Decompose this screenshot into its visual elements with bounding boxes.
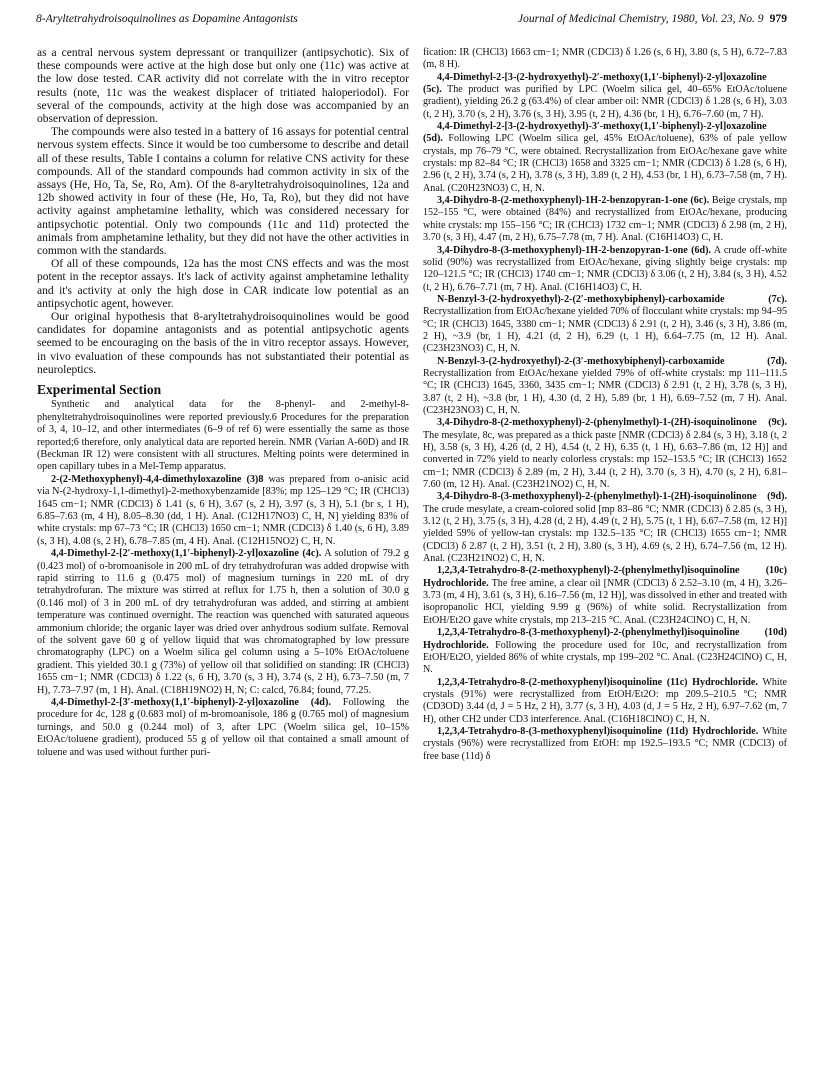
procedure-11c bbox=[423, 677, 787, 726]
procedure-6d bbox=[423, 245, 787, 294]
procedure-10c bbox=[423, 565, 787, 627]
procedure-5d bbox=[423, 121, 787, 195]
page-number: 979 bbox=[769, 12, 787, 25]
procedure-text: The crude mesylate, a cream-colored solid [mp 83–86 °C; NMR (CDCl3) δ 2.85 (s, 3 H), 3.12 (t, 2 H), 3.75 (s, 3 H), 4.28 (d, 2 H), 4.49 (t, 2 H), 5.75 (t, 1 H), 6.67–7.58 (m, 12 H)] yielded 59% of yellow-tan crystals: mp 132.5–135 °C; IR (CHCl3) 1655 cm−1; NMR (CDCl3) δ 2.87 (t, 2 H), 3.51 (t, 2 H), 3.80 (s, 3 H), 4.69 (s, 2 H), 6.74–7.56 (m, 12 H). Anal. (C23H21NO2) C, H, N. bbox=[423, 503, 787, 565]
experimental-intro: Synthetic and analytical data for the 8-phenyl- and 2-methyl-8-phenyltetrahydroisoquinolines were reported previously.6 Procedures for the preparation of 3, 4, 10–12, and other intermediates (6–9 of ref 6) were essentially the same as those reported;6 therefore, only analytical data are reported herein. NMR (Varian A-60D) and IR (Beckman IR 12) were consistent with all structures. Melting points were determined in open capillary tubes in a Mel-Temp apparatus. bbox=[37, 399, 409, 473]
procedure-text: Following the procedure for 4c, 128 g (0.683 mol) of m-bromoanisole, 186 g (0.765 mol) of magnesium turnings, and 50.0 g (0.244 mol) of 3, after LPC (Woelm silica gel, 10–15% EtOAc/toluene gradient), produced 55 g of yellow oil that contained a small amount of toluene and was used without further puri- bbox=[37, 697, 409, 758]
compound-title: 4,4-Dimethyl-2-[3-(2-hydroxyethyl)-3′-methoxy(1,1′-biphenyl)-2-yl]oxazoline (5d). bbox=[423, 121, 767, 145]
procedure-10d bbox=[423, 627, 787, 676]
compound-title: 1,2,3,4-Tetrahydro-8-(3-methoxyphenyl)isoquinoline (11d) Hydrochloride. bbox=[437, 725, 759, 737]
procedure-7c bbox=[423, 294, 787, 356]
right-column bbox=[423, 47, 787, 763]
procedure-text: Beige crystals, mp 152–155 °C, were obtained (84%) and recrystallized from EtOAc/hexane, producing white crystals: mp 155–156 °C; IR (CHCl3) 1732 cm−1; NMR (CDCl3) δ 2.98 (m, 2 H), 3.70 (s, 3 H), 4.47 (m, 2 H), 6.75–7.78 (m, 7 H). Anal. (C16H14O3) C, H. bbox=[423, 195, 787, 244]
left-column bbox=[37, 47, 409, 759]
section-heading-experimental: Experimental Section bbox=[37, 382, 162, 398]
compound-title: N-Benzyl-3-(2-hydroxyethyl)-2-(3′-methoxybiphenyl)-carboxamide (7d). bbox=[437, 355, 787, 367]
compound-title: 1,2,3,4-Tetrahydro-8-(2-methoxyphenyl)isoquinoline (11c) Hydrochloride. bbox=[437, 676, 758, 688]
compound-title: 4,4-Dimethyl-2-[3-(2-hydroxyethyl)-2′-methoxy(1,1′-biphenyl)-2-yl]oxazoline (5c). bbox=[423, 71, 767, 96]
procedure-text: White crystals (91%) were recrystallized from EtOH/Et2O: mp 209.5–210.5 °C; NMR (CD3OD) 3.44 (d, J = 5 Hz, 2 H), 3.77 (s, 3 H), 4.03 (d, J = 5 Hz, 2 H), 6.97–7.62 (m, 7 H), other CH2 under CD3 interference. Anal. (C16H18ClNO) C, H, N. bbox=[423, 676, 787, 725]
journal-name: Journal of Medicinal Chemistry, 1980, Vol. 23, No. 9 bbox=[517, 12, 764, 25]
compound-title: 1,2,3,4-Tetrahydro-8-(3-methoxyphenyl)-2-(phenylmethyl)isoquinoline (10d) Hydrochloride. bbox=[423, 627, 787, 651]
procedure-text: The mesylate, 8c, was prepared as a thick paste [NMR (CDCl3) δ 2.84 (s, 3 H), 3.18 (t, 2 H), 3.58 (s, 3 H), 4.26 (d, 2 H), 4.54 (t, 2 H), 6.35 (t, 1 H), 6.63–7.86 (m, 12 H)] and converted in 72% yield to nearly colorless crystals: mp 152–153.5 °C; IR (CHCl3) 1652 cm−1; NMR (CDCl3) δ 2.89 (m, 2 H), 3.44 (t, 2 H), 3.70 (s, 3 H), 4.70 (s, 2 H), 6.81–7.60 (m, 12 H). Anal. (C23H21NO2) C, H, N. bbox=[423, 429, 787, 491]
compound-title: 3,4-Dihydro-8-(2-methoxyphenyl)-1H-2-benzopyran-1-one (6c). bbox=[437, 195, 710, 207]
procedure-9d bbox=[423, 491, 787, 565]
paragraph-cns-1: as a central nervous system depressant or tranquilizer (antipsychotic). Six of these compounds were active at the high dose but only one (11c) was active at the low dose tested. CAR activity did not correlate with the in vitro receptor results (note, 11c was the weakest displacer of tritiated haloperiodol). For several of the compounds, activity at the high dose was accompanied by an observation of depression. bbox=[37, 47, 409, 126]
procedure-text: Recrystallization from EtOAc/hexane yielded 79% of off-white crystals: mp 111–111.5 °C; IR (CHCl3) 1645, 3360, 3435 cm−1; NMR (CDCl3) δ 2.91 (t, 2 H), 3.78 (s, 3 H), 3.87 (t, 2 H), ~3.8 (br, 1 H), 4.30 (d, 2 H), 5.89 (br, 1 H), 6.69–7.52 (m, 7 H). Anal. (C23H23NO3) C, H, N. bbox=[423, 367, 787, 416]
procedure-9c bbox=[423, 417, 787, 491]
procedure-4d bbox=[37, 697, 409, 759]
procedure-text: The free amine, a clear oil [NMR (CDCl3) δ 2.52–3.10 (m, 4 H), 3.26–3.73 (m, 4 H), 3.61 (s, 3 H), 6.16–7.56 (m, 12 H)], was dissolved in ether and treated with isopropanolic HCl, yielding 9.99 g (96%) of white solid. Recrystallization from EtOH/Et2O gave white crystals, mp 213–215 °C. Anal. (C23H24ClNO) C, H, N. bbox=[423, 577, 787, 626]
journal-citation bbox=[518, 12, 787, 30]
compound-title: 3,4-Dihydro-8-(3-methoxyphenyl)-1H-2-benzopyran-1-one (6d). bbox=[437, 244, 711, 256]
procedure-3 bbox=[37, 474, 409, 548]
paragraph-cns-2: The compounds were also tested in a battery of 16 assays for potential central nervous system effects. Since it would be too cumbersome to describe and detail all of these results, Table I contains a column for relative CNS activity for these compounds. All of the standard compounds had common activity in six of the assays (He, Ho, Ta, Se, Ro, Am). Of the 8-aryltetrahydroisoquinolines, 12a and 12b showed activity in four of these (He, Ho, Ta, Ro), but they did not have activity against amphetamine lethality, which was considered necessary for antipsychotic potential. Only two compounds (11c and 11d) protected the animals from amphetamine lethality, but they did not have the other activities in common with the standards. bbox=[37, 126, 409, 258]
procedure-4d-continued: fication: IR (CHCl3) 1663 cm−1; NMR (CDCl3) δ 1.26 (s, 6 H), 3.80 (s, 5 H), 6.72–7.83 (m, 8 H). bbox=[423, 47, 787, 71]
procedure-text: A solution of 79.2 g (0.423 mol) of o-bromoanisole in 200 mL of dry tetrahydrofuran was added dropwise with rapid stirring to 11.6 g (0.475 mol) of magnesium turnings in 220 mL of dry tetrahydrofuran. The mixture was stirred at reflux for 1.75 h, then a solution of 30.0 g (0.146 mol) of 3 in 200 mL of dry tetrahydrofuran was added, and stirring at ambient temperature was continued overnight. The reaction was quenched with saturated aqueous ammonium chloride; the organic layer was dried over anhydrous sodium sulfate. Removal of the solvent gave 60 g of yellow liquid that was chromatographed by low pressure chromatography (LPC) on a Woelm silica gel column using a 5–10% EtOAc/toluene gradient. This yielded 30.1 g (73%) of yellow oil that solidified on standing: IR (CHCl3) 1655 cm−1; NMR (CDCl3) δ 1.22 (s, 6 H), 3.70 (s, 3 H), 3.74 (s, 2 H), 6.73–7.50 (m, 7 H), 7.73–7.97 (m, 1 H). Anal. (C18H19NO2) H, N; C: calcd, 76.84; found, 77.25. bbox=[37, 548, 409, 696]
compound-title: 2-(2-Methoxyphenyl)-4,4-dimethyloxazoline (3)8 bbox=[51, 473, 264, 485]
procedure-text: A crude off-white solid (90%) was recrystallized from EtOAc/hexane, giving slightly beige crystals: mp 120–121.5 °C; IR (CHCl3) 1740 cm−1; NMR (CDCl3) δ 3.06 (t, 2 H), 3.84 (s, 3 H), 4.52 (t, 2 H), 6.76–7.71 (m, 7 H). Anal. (C16H14O3) C, H. bbox=[423, 244, 787, 293]
compound-title: 4,4-Dimethyl-2-[3′-methoxy(1,1′-biphenyl)-2-yl]oxazoline (4d). bbox=[51, 697, 331, 709]
paragraph-cns-3: Of all of these compounds, 12a has the most CNS effects and was the most potent in the receptor assays. It's lack of activity against amphetamine lethality and it's activity at only the high dose in CAR indicate low potential as an antipsychotic agent, however. bbox=[37, 258, 409, 310]
procedure-text: The product was purified by LPC (Woelm silica gel, 40–65% EtOAc/toluene gradient), yielding 26.2 g (63.4%) of clear amber oil: NMR (CDCl3) δ 1.28 (s, 6 H), 3.03 (t, 2 H), 3.70 (s, 2 H), 3.76 (s, 3 H), 3.95 (t, 2 H), 4.36 (br, 1 H), 6.76–7.60 (m, 7 H). bbox=[423, 84, 787, 120]
procedure-5c bbox=[423, 72, 787, 121]
procedure-text: Recrystallization from EtOAc/hexane yielded 70% of flocculant white crystals: mp 94–95 °C; IR (CHCl3) 1645, 3380 cm−1; NMR (CDCl3) δ 2.91 (t, 2 H), 3.46 (s, 3 H), 3.86 (m, 2 H), ~3.9 (br, 1 H), 4.21 (d, 2 H), 6.29 (t, 1 H), 6.64–7.75 (m, 12 H). Anal. (C23H23NO3) C, H, N. bbox=[423, 306, 787, 355]
compound-title: 4,4-Dimethyl-2-[2′-methoxy(1,1′-biphenyl)-2-yl]oxazoline (4c). bbox=[51, 548, 322, 560]
compound-title: 3,4-Dihydro-8-(2-methoxyphenyl)-2-(phenylmethyl)-1-(2H)-isoquinolinone (9c). bbox=[437, 417, 787, 429]
procedure-text: Following LPC (Woelm silica gel, 45% EtOAc/toluene), 63% of pale yellow crystals, mp 76–79 °C, were obtained. Recrystallization from EtOAc/hexane gave white crystals: mp 82–84 °C; IR (CHCl3) 1658 and 3325 cm−1; NMR (CDCl3) δ 1.28 (s, 6 H), 2.96 (t, 2 H), 3.74 (s, 2 H), 3.78 (s, 3 H), 3.89 (t, 2 H), 4.53 (br, 1 H), 6.73–7.58 (m, 7 H). Anal. (C20H23NO3) C, H, N. bbox=[423, 133, 787, 194]
paragraph-conclusion: Our original hypothesis that 8-aryltetrahydroisoquinolines would be good candidates for dopamine antagonists and as potential antipsychotic agents seemed to be encouraging on the basis of the in vitro receptor assays. However, in vivo evaluation of these compounds has not substantiated their potential as neuroleptics. bbox=[37, 311, 409, 376]
compound-title: 1,2,3,4-Tetrahydro-8-(2-methoxyphenyl)-2-(phenylmethyl)isoquinoline (10c) Hydrochloride. bbox=[423, 565, 787, 589]
procedure-11d bbox=[423, 726, 787, 763]
compound-title: N-Benzyl-3-(2-hydroxyethyl)-2-(2′-methoxybiphenyl)-carboxamide (7c). bbox=[437, 293, 787, 305]
procedure-text: was prepared from o-anisic acid via N-(2-hydroxy-1,1-dimethyl)-2-methoxybenzamide [83%; mp 125–129 °C; IR (CHCl3) 1645 cm−1; NMR (CDCl3) δ 1.41 (s, 6 H), 3.67 (s, 2 H), 3.97 (s, 3 H), 5.1 (br s, 1 H), 6.85–7.63 (m, 4 H), 8.05–8.30 (dd, 1 H). Anal. (C12H17NO3) C, H, N] yielding 83% of white crystals: mp 67–73 °C; IR (CHCl3) 1650 cm−1; NMR (CDCl3) δ 1.40 (s, 6 H), 3.89 (s, 3 H), 4.08 (s, 2 H), 6.78–7.85 (m, 4 H). Anal. (C12H15NO2) C, H, N. bbox=[37, 473, 409, 547]
procedure-4c bbox=[37, 548, 409, 697]
running-title: 8-Aryltetrahydroisoquinolines as Dopamine Antagonists bbox=[36, 12, 298, 25]
procedure-6c bbox=[423, 195, 787, 244]
procedure-text: White crystals (96%) were recrystallized from EtOH: mp 192.5–193.5 °C; NMR (CDCl3) of free base (11d) δ bbox=[423, 725, 787, 762]
procedure-text: Following the procedure used for 10c, and recrystallization from EtOH/Et2O, yielded 86% of white crystals, mp 199–202 °C. Anal. (C23H24ClNO) C, H, N. bbox=[423, 639, 787, 676]
running-header bbox=[36, 12, 787, 30]
procedure-7d bbox=[423, 356, 787, 418]
compound-title: 3,4-Dihydro-8-(3-methoxyphenyl)-2-(phenylmethyl)-1-(2H)-isoquinolinone (9d). bbox=[437, 491, 787, 503]
